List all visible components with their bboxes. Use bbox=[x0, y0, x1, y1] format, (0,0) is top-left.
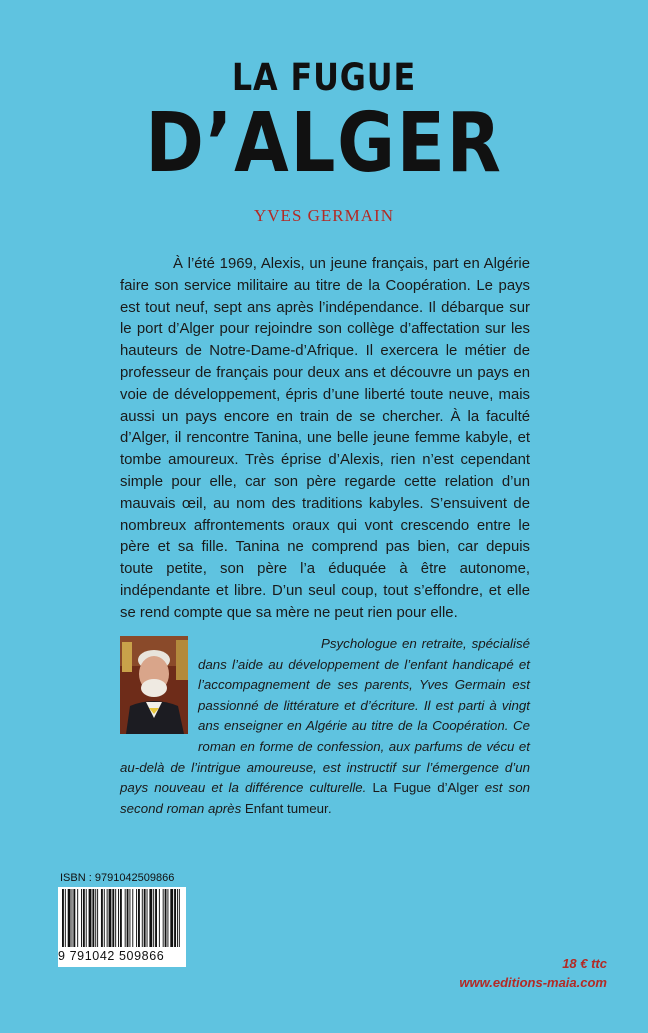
barcode-bar bbox=[89, 889, 92, 947]
barcode-bar bbox=[65, 889, 66, 947]
bio-mid-text: est son second roman après bbox=[120, 780, 530, 816]
barcode-bar bbox=[62, 889, 64, 947]
publisher-website: www.editions-maia.com bbox=[459, 975, 607, 990]
barcode-bar bbox=[104, 889, 105, 947]
back-cover-summary bbox=[120, 254, 530, 625]
barcode-bar bbox=[174, 889, 176, 947]
barcode-bar bbox=[97, 889, 98, 947]
barcode-bar bbox=[159, 889, 160, 947]
barcode-bar bbox=[72, 889, 73, 947]
book-title-line2: D’ALGER bbox=[145, 96, 503, 191]
author-bio bbox=[120, 634, 530, 819]
bio-end-text: . bbox=[328, 800, 333, 816]
barcode-bar bbox=[112, 889, 114, 947]
barcode-bar bbox=[155, 889, 157, 947]
barcode-bar bbox=[73, 889, 75, 947]
barcode-bar bbox=[132, 889, 133, 947]
barcode-bar bbox=[95, 889, 96, 947]
barcode-bar bbox=[77, 889, 78, 947]
bio-book-title: La Fugue d’Alger bbox=[372, 780, 479, 796]
barcode-bar bbox=[118, 889, 119, 947]
barcode-bar bbox=[109, 889, 112, 947]
barcode-bar bbox=[86, 889, 87, 947]
barcode bbox=[58, 887, 186, 967]
price: 18 € ttc bbox=[562, 956, 607, 971]
book-title-line1: LA FUGUE bbox=[231, 56, 417, 99]
author-name: YVES GERMAIN bbox=[254, 206, 394, 225]
barcode-bar bbox=[127, 889, 129, 947]
barcode-bar bbox=[153, 889, 154, 947]
barcode-bar bbox=[129, 889, 130, 947]
barcode-bar bbox=[142, 889, 143, 947]
barcode-bar bbox=[147, 889, 148, 947]
barcode-bar bbox=[165, 889, 167, 947]
barcode-bar bbox=[81, 889, 82, 947]
barcode-bar bbox=[115, 889, 116, 947]
bio-main-text: Psychologue en retraite, spécialisé dans l’aide au développement de l’enfant handicapé et l’accompagnement de ses parents, Yves Germain est passionné de littérature et d’écriture. Il est parti à vingt ans enseigner en Algérie au titre de la Coopération. Ce roman en forme de confession, aux parfums de vécu et au-delà de l’intrigue amoureuse, est instructif sur l’émergence d’un pays nouveau et la différence culturelle. bbox=[120, 636, 530, 796]
isbn-label: ISBN : 9791042509866 bbox=[60, 872, 175, 884]
barcode-bar bbox=[68, 889, 71, 947]
barcode-bar bbox=[138, 889, 140, 947]
barcode-bar bbox=[144, 889, 146, 947]
bio-previous-book-title: Enfant tumeur bbox=[244, 800, 329, 816]
barcode-bar bbox=[107, 889, 108, 947]
barcode-bar bbox=[120, 889, 122, 947]
barcode-bar bbox=[163, 889, 164, 947]
barcode-bar bbox=[101, 889, 103, 947]
barcode-bar bbox=[149, 889, 152, 947]
author-photo bbox=[120, 636, 188, 734]
barcode-bar bbox=[83, 889, 85, 947]
barcode-bar bbox=[136, 889, 137, 947]
barcode-bar bbox=[92, 889, 94, 947]
barcode-bar bbox=[167, 889, 168, 947]
barcode-digits: 9 791042 509866 bbox=[58, 949, 165, 963]
summary-text: À l’été 1969, Alexis, un jeune français, part en Algérie faire son service militaire au titre de la Coopération. Le pays est tout neuf, sept ans après l’indépendance. Il débarque sur le port d’Alger pour rejoindre son collège d’affectation sur les hauteurs de Notre-Dame-d’Afrique. Il exercera le métier de professeur de français pour deux ans et découvre un pays en voie de développement, épris d’une liberté toute neuve, mais aussi un pays encore en train de se chercher. À la faculté d’Alger, il rencontre Tanina, une belle jeune femme kabyle, et tombe amoureux. Très éprise d’Alexis, rien n’est cependant simple pour elle, car son père regarde cette relation d’un mauvais œil, au nom des traditions kabyles. S’ensuivent de nombreux affrontements oraux qui vont crescendo entre le père et sa fille. Tanina ne comprend pas bien, car depuis toute petite, son père l’a éduquée à être autonome, indépendante et libre. D’un seul coup, tout s’effondre, et elle se rend compte que sa mère ne peut rien pour elle. bbox=[120, 256, 530, 621]
barcode-bar bbox=[125, 889, 126, 947]
barcode-bars bbox=[58, 887, 186, 949]
barcode-bar bbox=[170, 889, 173, 947]
barcode-bar bbox=[177, 889, 178, 947]
barcode-bar bbox=[179, 889, 180, 947]
